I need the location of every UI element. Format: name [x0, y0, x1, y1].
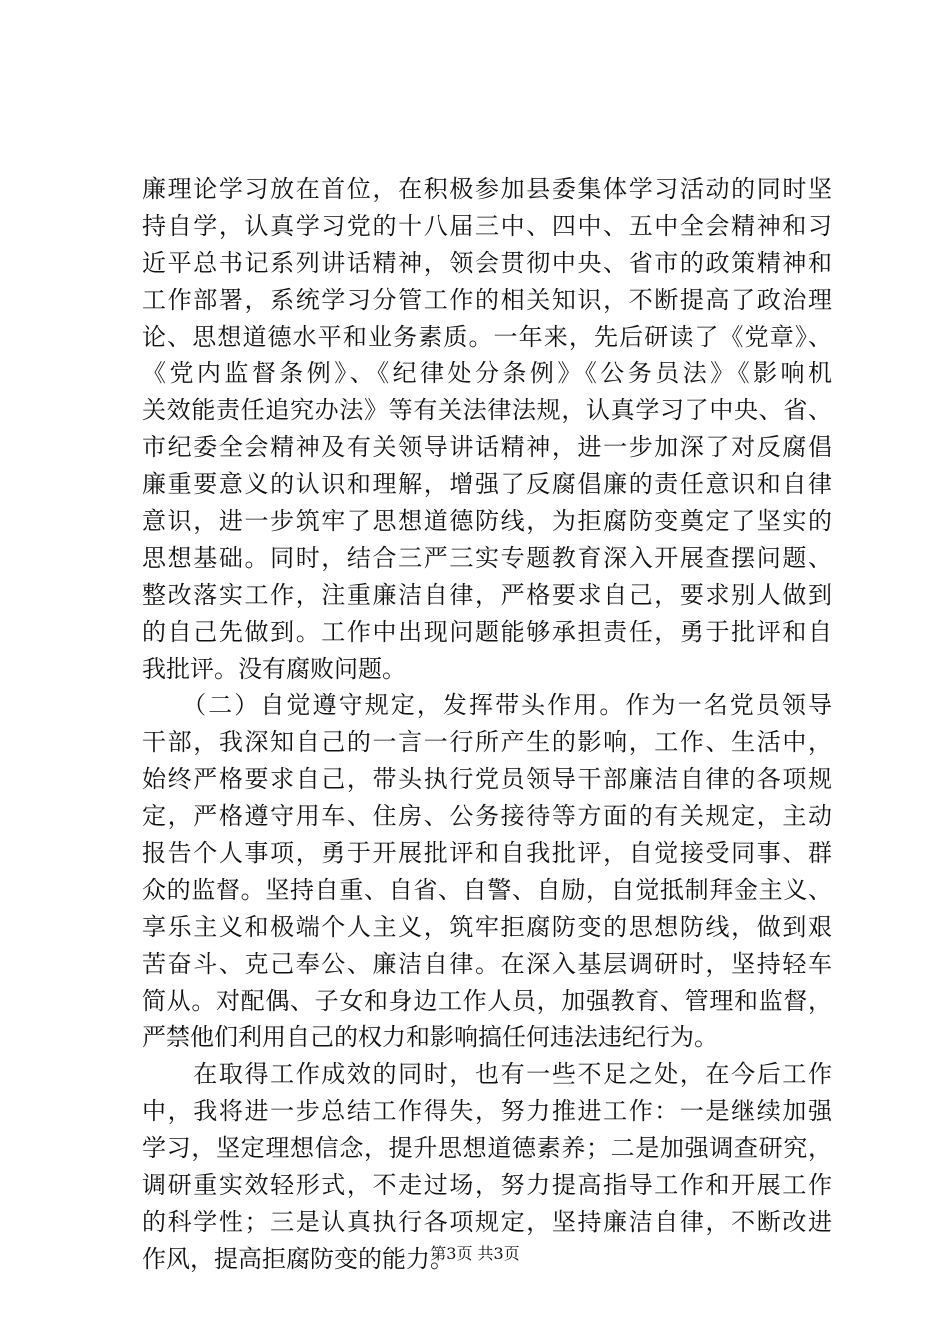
text-line: 简从。对配偶、子女和身边工作人员，加强教育、管理和监督， [142, 986, 832, 1015]
page-footer [0, 1243, 950, 1265]
text-line: 苦奋斗、克己奉公、廉洁自律。在深入基层调研时，坚持轻车 [142, 949, 832, 978]
text-line: 论、思想道德水平和业务素质。一年来，先后研读了《党章》、 [142, 322, 832, 351]
text-line: 持自学，认真学习党的十八届三中、四中、五中全会精神和习 [142, 211, 832, 240]
text-line: 作风，提高拒腐防变的能力。 [142, 1244, 454, 1273]
text-line: 定，严格遵守用车、住房、公务接待等方面的有关规定，主动 [142, 802, 832, 831]
text-line: 关效能责任追究办法》等有关法律法规，认真学习了中央、省、 [142, 396, 832, 425]
text-line: 市纪委全会精神及有关领导讲话精神，进一步加深了对反腐倡 [142, 433, 832, 462]
text-line: 思想基础。同时，结合三严三实专题教育深入开展查摆问题、 [142, 543, 832, 572]
page-number-label: 第3页 共3页 [430, 1244, 520, 1263]
text-line: 廉重要意义的认识和理解，增强了反腐倡廉的责任意识和自律 [142, 470, 832, 499]
text-line: 的自己先做到。工作中出现问题能够承担责任，勇于批评和自 [142, 617, 832, 646]
text-line: 意识，进一步筑牢了思想道德防线，为拒腐防变奠定了坚实的 [142, 507, 832, 536]
body-text [142, 171, 832, 1278]
text-line: 的科学性；三是认真执行各项规定，坚持廉洁自律，不断改进 [142, 1207, 832, 1236]
text-line: 享乐主义和极端个人主义，筑牢拒腐防变的思想防线，做到艰 [142, 912, 832, 941]
text-line: 严禁他们利用自己的权力和影响搞任何违法违纪行为。 [142, 1023, 718, 1052]
text-line: 始终严格要求自己，带头执行党员领导干部廉洁自律的各项规 [142, 765, 832, 794]
text-line: 我批评。没有腐败问题。 [142, 654, 406, 683]
text-line: 整改落实工作，注重廉洁自律，严格要求自己，要求别人做到 [142, 580, 832, 609]
text-line: （二）自觉遵守规定，发挥带头作用。作为一名党员领导 [142, 691, 832, 720]
text-line: 廉理论学习放在首位，在积极参加县委集体学习活动的同时坚 [142, 175, 832, 203]
text-line: 调研重实效轻形式，不走过场，努力提高指导工作和开展工作 [142, 1171, 832, 1200]
text-line: 报告个人事项，勇于开展批评和自我批评，自觉接受同事、群 [142, 839, 832, 868]
text-line: 学习，坚定理想信念，提升思想道德素养；二是加强调查研究， [142, 1134, 832, 1163]
text-line: 干部，我深知自己的一言一行所产生的影响，工作、生活中， [142, 728, 832, 757]
text-line: 近平总书记系列讲话精神，领会贯彻中央、省市的政策精神和 [142, 248, 832, 277]
text-line: 中，我将进一步总结工作得失，努力推进工作：一是继续加强 [142, 1097, 832, 1126]
text-line: 《党内监督条例》、《纪律处分条例》《公务员法》《影响机 [142, 359, 832, 388]
text-line: 众的监督。坚持自重、自省、自警、自励，自觉抵制拜金主义、 [142, 875, 832, 904]
text-line: 在取得工作成效的同时，也有一些不足之处，在今后工作 [142, 1060, 832, 1089]
text-line: 工作部署，系统学习分管工作的相关知识，不断提高了政治理 [142, 285, 832, 314]
